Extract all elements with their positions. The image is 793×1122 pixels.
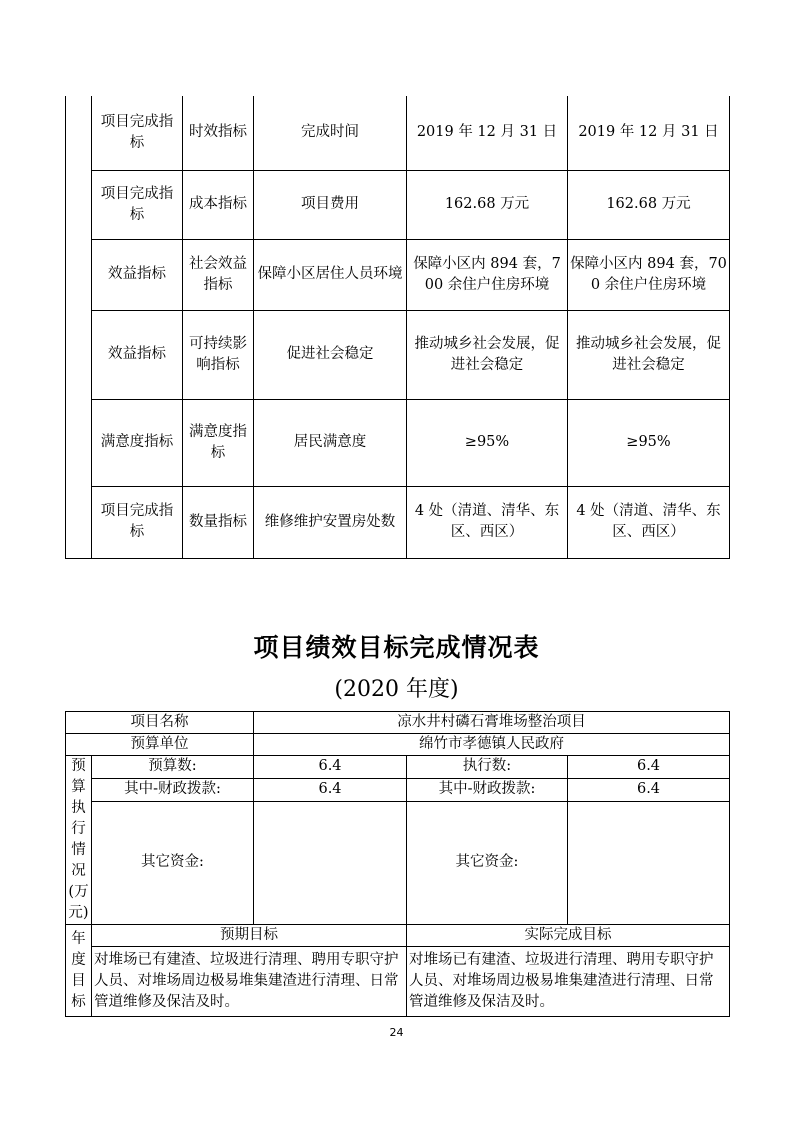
table-cell: 推动城乡社会发展，促进社会稳定 — [407, 310, 568, 399]
other-label-right: 其它资金: — [407, 801, 568, 924]
table-cell: 社会效益指标 — [183, 239, 254, 310]
table-cell: 可持续影响指标 — [183, 310, 254, 399]
table-row — [66, 486, 730, 558]
table-cell: 项目完成指标 — [92, 170, 183, 239]
exec-value: 6.4 — [568, 756, 730, 779]
table-row — [66, 170, 730, 239]
fiscal-value-left: 6.4 — [254, 778, 407, 801]
table-row — [66, 96, 730, 170]
indicator-table — [65, 96, 730, 559]
table-row — [66, 756, 730, 779]
expected-goal-text: 对堆场已有建渣、垃圾进行清理、聘用专职守护人员、对堆场周边极易堆集建渣进行清理、日常管道维修及保洁及时。 — [92, 947, 407, 1017]
table-cell: 4 处（清道、清华、东区、西区） — [568, 486, 730, 558]
table-cell: 时效指标 — [183, 96, 254, 170]
table-cell: 完成时间 — [254, 96, 407, 170]
page-number: 24 — [389, 1026, 404, 1039]
budget-unit-label: 预算单位 — [66, 734, 254, 756]
table-cell: 满意度指标 — [183, 399, 254, 486]
table-row — [66, 925, 730, 947]
budget-side-label: 预算执行情况(万元) — [66, 756, 92, 925]
fiscal-value-right: 6.4 — [568, 778, 730, 801]
table-cell: 162.68 万元 — [407, 170, 568, 239]
table-cell: 居民满意度 — [254, 399, 407, 486]
other-value-right — [568, 801, 730, 924]
table-cell: ≥95% — [407, 399, 568, 486]
project-name-label: 项目名称 — [66, 712, 254, 734]
budget-label: 预算数: — [92, 756, 254, 779]
table-cell: 项目完成指标 — [92, 486, 183, 558]
table-cell: 2019 年 12 月 31 日 — [407, 96, 568, 170]
other-label-left: 其它资金: — [92, 801, 254, 924]
budget-unit-value: 绵竹市孝德镇人民政府 — [254, 734, 730, 756]
table-cell: 成本指标 — [183, 170, 254, 239]
table-cell: 推动城乡社会发展，促进社会稳定 — [568, 310, 730, 399]
table-cell: 效益指标 — [92, 239, 183, 310]
table-row — [66, 310, 730, 399]
table-cell: 项目费用 — [254, 170, 407, 239]
table-cell: 维修维护安置房处数 — [254, 486, 407, 558]
table-cell: 保障小区居住人员环境 — [254, 239, 407, 310]
table-cell: 4 处（清道、清华、东区、西区） — [407, 486, 568, 558]
table-gutter — [66, 96, 92, 558]
fiscal-label-left: 其中-财政拨款: — [92, 778, 254, 801]
project-name-value: 凉水井村磷石膏堆场整治项目 — [254, 712, 730, 734]
table-row — [66, 239, 730, 310]
table-row — [66, 712, 730, 734]
goal-side-label: 年度目标 — [66, 925, 92, 1017]
exec-label: 执行数: — [407, 756, 568, 779]
other-value-left — [254, 801, 407, 924]
table-cell: ≥95% — [568, 399, 730, 486]
actual-goal-label: 实际完成目标 — [407, 925, 730, 947]
table-row — [66, 801, 730, 924]
table-cell: 保障小区内 894 套，700 余住户住房环境 — [407, 239, 568, 310]
expected-goal-label: 预期目标 — [92, 925, 407, 947]
table-cell: 数量指标 — [183, 486, 254, 558]
table-cell: 项目完成指标 — [92, 96, 183, 170]
table-row — [66, 778, 730, 801]
table-cell: 保障小区内 894 套，700 余住户住房环境 — [568, 239, 730, 310]
performance-table — [65, 711, 730, 1017]
page-subtitle: (2020 年度) — [334, 677, 459, 702]
budget-value: 6.4 — [254, 756, 407, 779]
page-title: 项目绩效目标完成情况表 — [253, 633, 540, 662]
table-row — [66, 399, 730, 486]
table-cell: 效益指标 — [92, 310, 183, 399]
table-row — [66, 734, 730, 756]
table-cell: 162.68 万元 — [568, 170, 730, 239]
table-cell: 满意度指标 — [92, 399, 183, 486]
fiscal-label-right: 其中-财政拨款: — [407, 778, 568, 801]
table-cell: 2019 年 12 月 31 日 — [568, 96, 730, 170]
table-cell: 促进社会稳定 — [254, 310, 407, 399]
actual-goal-text: 对堆场已有建渣、垃圾进行清理、聘用专职守护人员、对堆场周边极易堆集建渣进行清理、日常管道维修及保洁及时。 — [407, 947, 730, 1017]
table-row — [66, 947, 730, 1017]
